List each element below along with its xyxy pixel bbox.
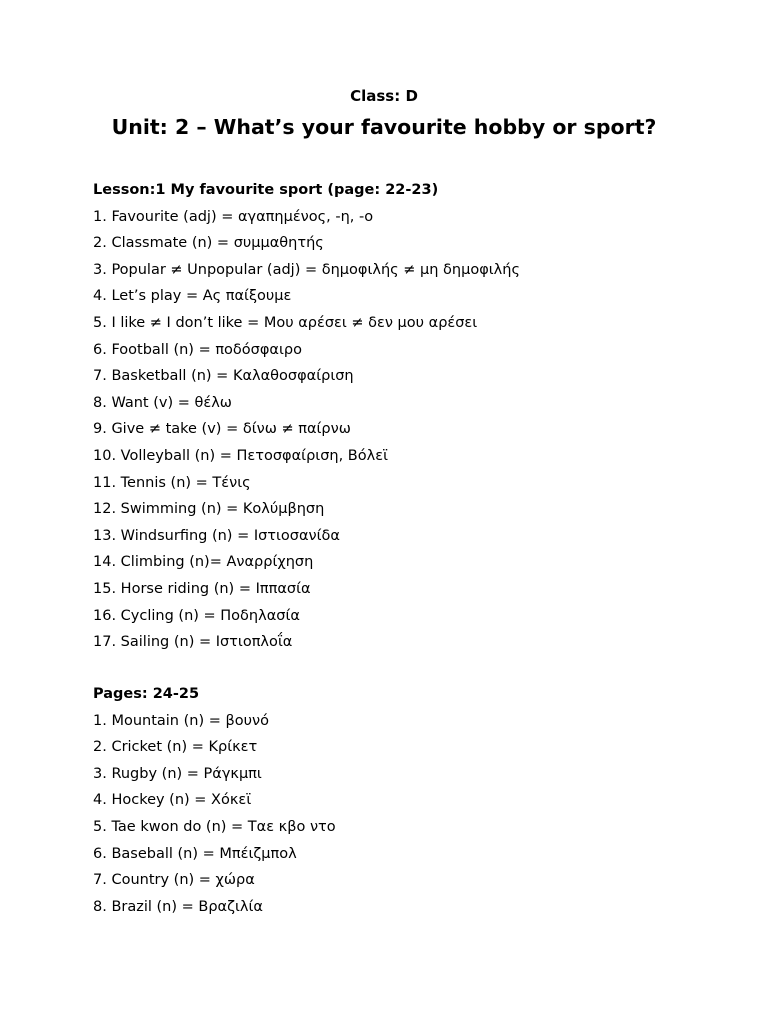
vocab-item: 17. Sailing (n) = Ιστιοπλοΐα — [93, 634, 293, 651]
vocab-item: 4. Hockey (n) = Χόκεϊ — [93, 792, 252, 809]
vocab-item: 14. Climbing (n)= Αναρρίχηση — [93, 554, 314, 571]
unit-title: Unit: 2 – What’s your favourite hobby or sport? — [111, 115, 657, 139]
vocab-item: 3. Popular ≠ Unpopular (adj) = δημοφιλής ≠ μη δημοφιλής — [93, 261, 520, 278]
vocab-item: 5. Tae kwon do (n) = Ταε κβο ντο — [93, 818, 336, 835]
vocab-item: 2. Cricket (n) = Κρίκετ — [93, 739, 258, 756]
pages-24-25-section — [93, 685, 733, 924]
vocab-item: 6. Baseball (n) = Μπέιζμπολ — [93, 845, 297, 862]
class-label: Class: D — [350, 87, 418, 105]
vocab-item: 6. Football (n) = ποδόσφαιρο — [93, 341, 302, 358]
vocab-item: 1. Mountain (n) = βουνό — [93, 712, 269, 729]
vocab-item: 7. Country (n) = χώρα — [93, 872, 255, 889]
vocab-item: 4. Let’s play = Ας παίξουμε — [93, 288, 292, 305]
vocab-item: 2. Classmate (n) = συμμαθητής — [93, 235, 324, 252]
vocab-item: 5. I like ≠ I don’t like = Μου αρέσει ≠ δεν μου αρέσει — [93, 314, 478, 331]
section-heading: Pages: 24-25 — [93, 686, 200, 702]
vocab-item: 13. Windsurfing (n) = Ιστιοσανίδα — [93, 527, 340, 544]
vocab-item: 15. Horse riding (n) = Ιππασία — [93, 580, 311, 597]
vocab-item: 16. Cycling (n) = Ποδηλασία — [93, 607, 300, 624]
vocab-item: 9. Give ≠ take (v) = δίνω ≠ παίρνω — [93, 421, 351, 438]
vocab-item: 12. Swimming (n) = Κολύμβηση — [93, 501, 325, 518]
vocab-list — [93, 712, 733, 925]
vocab-item: 3. Rugby (n) = Ράγκμπι — [93, 765, 262, 782]
vocab-item: 1. Favourite (adj) = αγαπημένος, -η, -ο — [93, 208, 374, 225]
section-heading: Lesson:1 My favourite sport (page: 22-23) — [93, 182, 439, 198]
vocab-item: 10. Volleyball (n) = Πετοσφαίριση, Βόλεϊ — [93, 447, 388, 464]
vocab-item: 8. Want (v) = θέλω — [93, 394, 232, 411]
vocab-item: 8. Brazil (n) = Βραζιλία — [93, 898, 263, 915]
lesson-1-section — [93, 181, 733, 660]
vocab-item: 7. Basketball (n) = Καλαθοσφαίριση — [93, 368, 354, 385]
vocab-list — [93, 208, 733, 660]
vocab-item: 11. Tennis (n) = Τένις — [93, 474, 251, 491]
